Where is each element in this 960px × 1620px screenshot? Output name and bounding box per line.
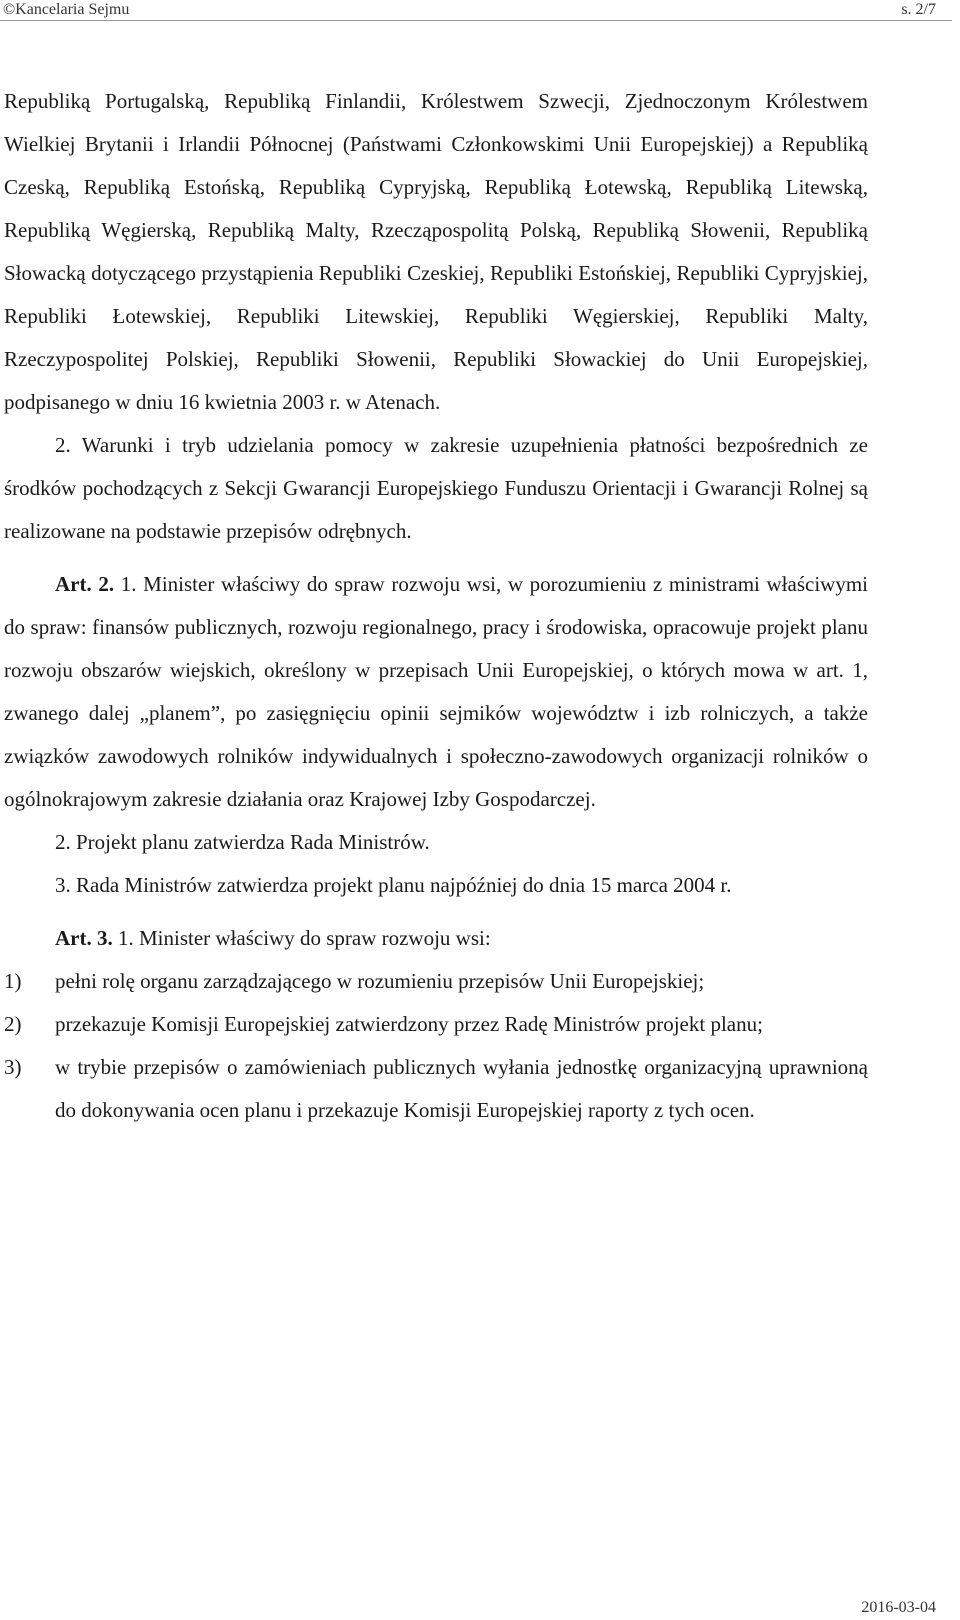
article-2	[4, 563, 868, 821]
article-3-text: 1. Minister właściwy do spraw rozwoju wsi:	[112, 926, 491, 950]
list-item-text: w trybie przepisów o zamówieniach publicznych wyłania jednostkę organizacyjną uprawnioną do dokonywania ocen planu i przekazuje Komisji Europejskiej raporty z tych ocen.	[55, 1055, 868, 1122]
list-item-text: przekazuje Komisji Europejskiej zatwierdzony przez Radę Ministrów projekt planu;	[55, 1012, 763, 1036]
article-2-section-3: 3. Rada Ministrów zatwierdza projekt planu najpóźniej do dnia 15 marca 2004 r.	[55, 873, 732, 897]
list-item-number: 2)	[4, 1012, 22, 1036]
paragraph-section-2: 2. Warunki i tryb udzielania pomocy w zakresie uzupełnienia płatności bezpośrednich ze środków pochodzących z Sekcji Gwarancji Europejskiego Funduszu Orientacji i Gwarancji Rolnej są realizowane na podstawie przepisów odrębnych.	[4, 433, 868, 543]
list-item	[4, 1046, 868, 1132]
paragraph-continuation: Republiką Portugalską, Republiką Finlandii, Królestwem Szwecji, Zjednoczonym Królestwem Wielkiej Brytanii i Irlandii Północnej (Państwami Członkowskimi Unii Europejskiej) a Republiką Czeską, Republiką Estońską, Republiką Cypryjską, Republiką Łotewską, Republiką Litewską, Republiką Węgierską, Republiką Malty, Rzecząpospolitą Polską, Republiką Słowenii, Republiką Słowacką dotyczącego przystąpienia Republiki Czeskiej, Republiki Estońskiej, Republiki Cypryjskiej, Republiki Łotewskiej, Republiki Litewskiej, Republiki Węgierskiej, Republiki Malty, Rzeczypospolitej Polskiej, Republiki Słowenii, Republiki Słowackiej do Unii Europejskiej, podpisanego w dniu 16 kwietnia 2003 r. w Atenach.	[4, 89, 868, 414]
header-divider	[0, 20, 952, 21]
article-2-section-2: 2. Projekt planu zatwierdza Rada Ministrów.	[55, 830, 430, 854]
list-item	[4, 1003, 868, 1046]
article-2-text: 1. Minister właściwy do spraw rozwoju wsi, w porozumieniu z ministrami właściwymi do spraw: finansów publicznych, rozwoju regionalnego, pracy i środowiska, opracowuje projekt planu rozwoju obszarów wiejskich, określony w przepisach Unii Europejskiej, o których mowa w art. 1, zwanego dalej „planem”, po zasięgnięciu opinii sejmików województw i izb rolniczych, a także związków zawodowych rolników indywidualnych i społeczno-zawodowych organizacji rolników o ogólnokrajowym zakresie działania oraz Krajowej Izby Gospodarczej.	[4, 572, 868, 811]
footer-date: 2016-03-04	[861, 1599, 936, 1616]
article-3-label: Art. 3.	[55, 926, 113, 950]
article-3	[4, 917, 868, 960]
copyright-label: ©Kancelaria Sejmu	[3, 1, 130, 18]
list-item	[4, 960, 868, 1003]
document-body	[4, 80, 868, 1132]
list-item-number: 1)	[4, 969, 22, 993]
page-header	[0, 0, 960, 22]
list-item-text: pełni rolę organu zarządzającego w rozumieniu przepisów Unii Europejskiej;	[55, 969, 705, 993]
list-item-number: 3)	[4, 1055, 22, 1079]
page-number: s. 2/7	[901, 1, 936, 18]
article-2-label: Art. 2.	[55, 572, 115, 596]
